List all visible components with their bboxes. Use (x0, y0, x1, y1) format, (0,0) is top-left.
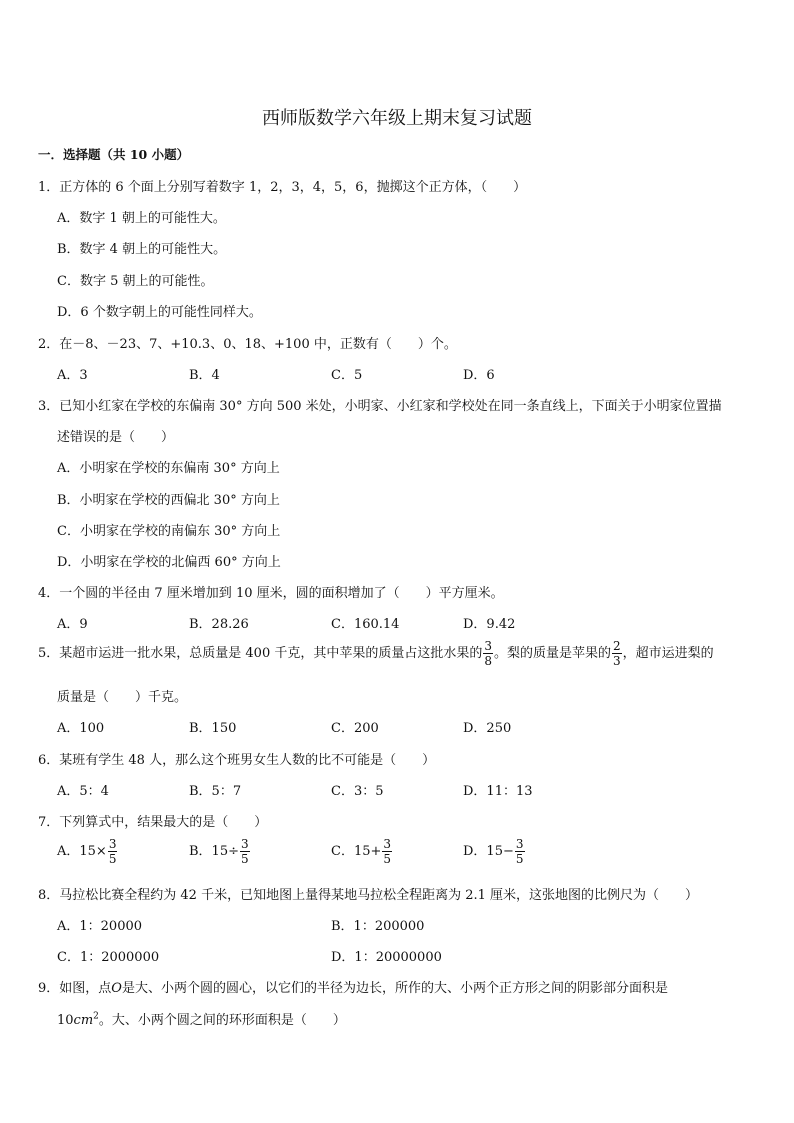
section-heading: 一．选择题（共 10 小题） (38, 147, 190, 162)
question-3-stem-line-2: 述错误的是（ ） (57, 430, 175, 445)
question-7-stem: 7．下列算式中，结果最大的是（ ） (38, 815, 268, 830)
question-5-stem-line-2: 质量是（ ）千克。 (57, 690, 188, 705)
question-9-stem-line-2 (57, 1009, 346, 1028)
fraction-three-eighths (483, 640, 493, 667)
question-4-option-c[interactable]: C．160.14 (331, 617, 400, 632)
question-5-stem-line-1 (38, 640, 714, 667)
fraction-denominator: 5 (383, 852, 392, 866)
fraction-numerator: 3 (383, 837, 392, 851)
fraction-numerator: 3 (241, 837, 249, 851)
question-7-option-c[interactable] (331, 838, 393, 865)
fraction-denominator: 3 (613, 654, 621, 668)
question-4-stem: 4．一个圆的半径由 7 厘米增加到 10 厘米，圆的面积增加了（ ）平方厘米。 (38, 586, 504, 601)
fraction-numerator: 2 (613, 639, 621, 653)
question-5-option-b[interactable]: B．150 (189, 721, 237, 736)
question-1-option-b[interactable]: B．数字 4 朝上的可能性大。 (57, 242, 227, 257)
question-6-option-c[interactable]: C．3：5 (331, 784, 384, 799)
question-9-stem-part-b: 是大、小两个圆的圆心，以它们的半径为边长，所作的大、小两个正方形之间的阴影部分面积是 (121, 981, 668, 996)
question-1-option-a[interactable]: A．数字 1 朝上的可能性大。 (57, 211, 226, 226)
question-5-stem-part-b: 。梨的质量是苹果的 (494, 646, 612, 661)
question-4-option-d[interactable]: D．9.42 (463, 617, 516, 632)
fraction-three-fifths (382, 838, 392, 865)
question-1-option-d[interactable]: D．6 个数字朝上的可能性同样大。 (57, 305, 262, 320)
question-3-stem-line-1: 3．已知小红家在学校的东偏南 30° 方向 500 米处，小明家、小红家和学校处在同一条直线上，下面关于小明家位置描 (38, 399, 722, 414)
page-title: 西师版数学六年级上期末复习试题 (262, 108, 532, 129)
fraction-numerator: 3 (484, 639, 492, 653)
question-8-stem: 8．马拉松比赛全程约为 42 千米，已知地图上量得某地马拉松全程距离为 2.1 厘米，这张地图的比例尺为（ ） (38, 888, 699, 903)
question-7-option-b[interactable] (189, 838, 251, 865)
question-8-options-row-1 (57, 915, 757, 933)
question-5-stem-part-c: ，超市运进梨的 (622, 646, 714, 661)
question-1-stem: 1．正方体的 6 个面上分别写着数字 1，2，3，4，5，6，抛掷这个正方体，（ ） (38, 180, 527, 195)
question-6-option-a[interactable]: A．5：4 (57, 784, 109, 799)
fraction-numerator: 3 (108, 837, 117, 851)
question-6-option-b[interactable]: B．5：7 (189, 784, 242, 799)
fraction-denominator: 5 (515, 852, 524, 866)
question-1-option-c[interactable]: C．数字 5 朝上的可能性。 (57, 274, 214, 289)
question-6-option-d[interactable]: D．11：13 (463, 784, 533, 799)
question-8-options-row-2 (57, 946, 757, 964)
option-prefix: B．15÷ (189, 844, 239, 859)
question-8-option-a[interactable]: A．1：20000 (57, 919, 143, 934)
question-4-option-a[interactable]: A．9 (57, 617, 88, 632)
fraction-denominator: 5 (108, 852, 117, 866)
question-7-option-a[interactable] (57, 838, 118, 865)
question-7-options (57, 838, 757, 872)
question-5-option-c[interactable]: C．200 (331, 721, 379, 736)
question-6-stem: 6．某班有学生 48 人，那么这个班男女生人数的比不可能是（ ） (38, 753, 436, 768)
question-5-stem-part-a: 5．某超市运进一批水果，总质量是 400 千克，其中苹果的质量占这批水果的 (38, 646, 483, 661)
question-7-option-d[interactable] (463, 838, 526, 865)
question-2-option-d[interactable]: D．6 (463, 368, 495, 383)
question-8-option-b[interactable]: B．1：200000 (331, 919, 425, 934)
question-2-options (57, 364, 757, 382)
point-label: O (111, 981, 122, 996)
question-6-options (57, 780, 757, 798)
question-9-stem-part-a: 9．如图，点 (38, 981, 112, 996)
question-5-option-a[interactable]: A．100 (57, 721, 105, 736)
area-value: 10 (57, 1013, 74, 1028)
question-8-option-c[interactable]: C．1：2000000 (57, 950, 160, 965)
fraction-denominator: 8 (484, 654, 492, 668)
question-3-option-a[interactable]: A．小明家在学校的东偏南 30° 方向上 (57, 461, 280, 476)
question-2-option-a[interactable]: A．3 (57, 368, 88, 383)
question-9-stem-part-c: 。大、小两个圆之间的环形面积是（ ） (98, 1013, 346, 1028)
question-2-option-b[interactable]: B．4 (189, 368, 220, 383)
question-4-option-b[interactable]: B．28.26 (189, 617, 249, 632)
question-5-option-d[interactable]: D．250 (463, 721, 512, 736)
question-3-option-b[interactable]: B．小明家在学校的西偏北 30° 方向上 (57, 493, 280, 508)
fraction-three-fifths (515, 838, 525, 865)
fraction-three-fifths (108, 838, 118, 865)
option-prefix: D．15− (463, 844, 514, 859)
option-prefix: C．15+ (331, 844, 382, 859)
fraction-two-thirds (612, 640, 622, 667)
area-unit: cm (73, 1013, 94, 1028)
question-4-options (57, 613, 757, 631)
fraction-numerator: 3 (515, 837, 524, 851)
fraction-denominator: 5 (241, 852, 249, 866)
question-9-stem-line-1 (38, 977, 668, 996)
question-2-option-c[interactable]: C．5 (331, 368, 363, 383)
question-3-option-c[interactable]: C．小明家在学校的南偏东 30° 方向上 (57, 524, 281, 539)
option-prefix: A．15× (57, 844, 107, 859)
fraction-three-fifths (240, 838, 250, 865)
question-2-stem: 2．在－8、－23、7、+10.3、0、18、+100 中，正数有（ ）个。 (38, 337, 457, 352)
question-3-option-d[interactable]: D．小明家在学校的北偏西 60° 方向上 (57, 555, 281, 570)
area-unit-exponent: 2 (93, 1011, 99, 1022)
question-8-option-d[interactable]: D．1：20000000 (331, 950, 442, 965)
question-5-options (57, 717, 757, 735)
